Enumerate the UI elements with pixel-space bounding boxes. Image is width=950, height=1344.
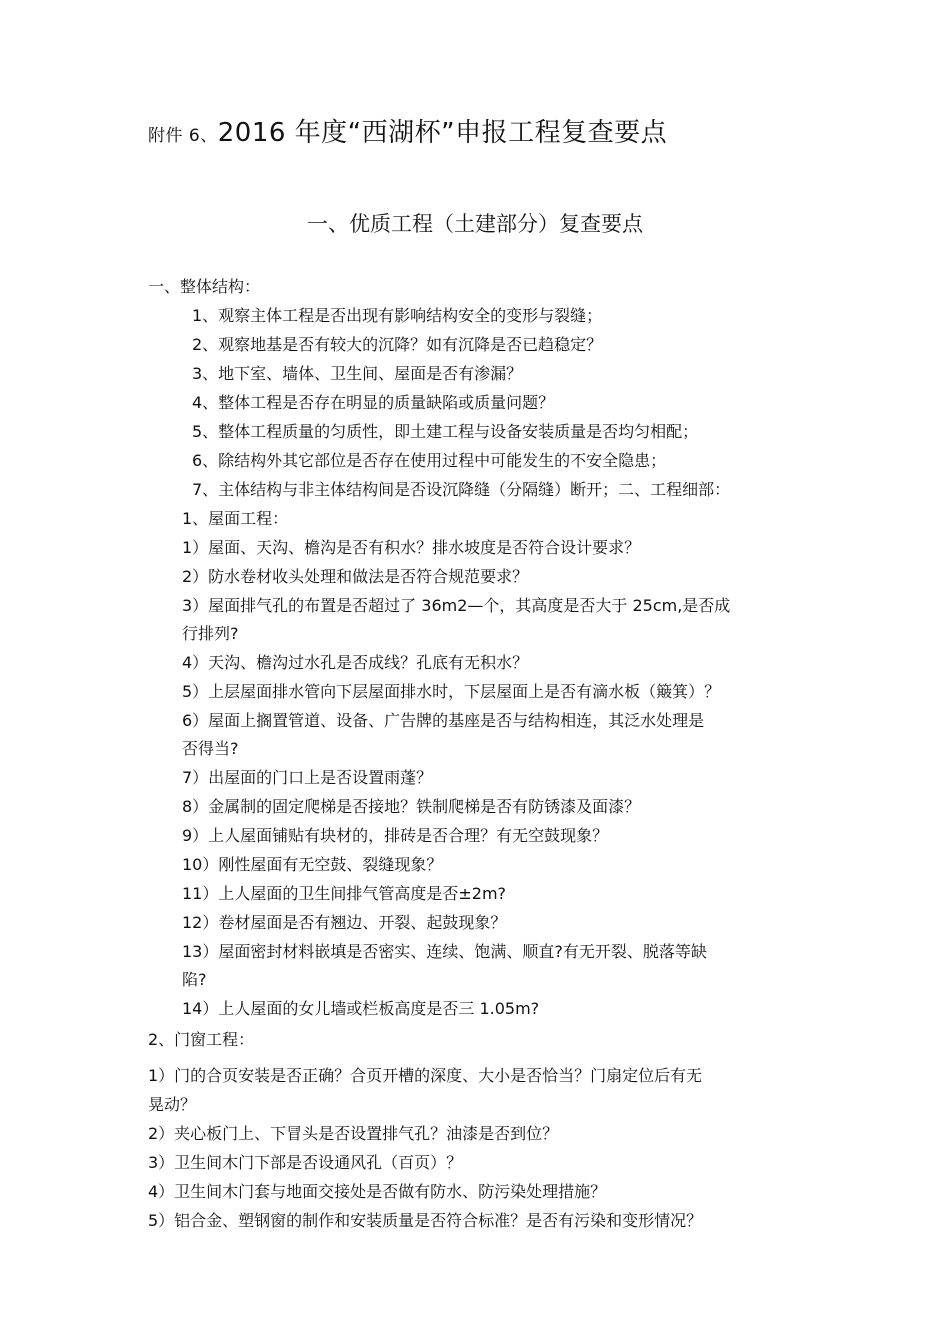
list-item: 2）防水卷材收头处理和做法是否符合规范要求？ xyxy=(182,567,529,586)
subsection-heading-doors-windows: 2、门窗工程： xyxy=(148,1030,255,1049)
title-main: 2016 年度“西湖杯”申报工程复查要点 xyxy=(217,118,668,148)
section-subtitle: 一、优质工程（土建部分）复查要点 xyxy=(307,212,643,236)
list-item: 3）屋面排气孔的布置是否超过了 36m2—个，其高度是否大于 25cm,是否成 xyxy=(182,596,731,615)
list-item: 12）卷材屋面是否有翘边、开裂、起鼓现象？ xyxy=(182,913,507,932)
title-prefix: 附件 6、 xyxy=(148,126,218,146)
list-item: 4）天沟、檐沟过水孔是否成线？孔底有无积水？ xyxy=(182,653,529,672)
list-item: 14）上人屋面的女儿墙或栏板高度是否三 1.05m? xyxy=(182,999,540,1018)
list-item: 7）出屋面的门口上是否设置雨蓬？ xyxy=(182,768,433,787)
list-item: 11）上人屋面的卫生间排气管高度是否±2m? xyxy=(182,884,507,903)
document-title xyxy=(148,112,667,149)
subsection-heading-roof: 1、屋面工程： xyxy=(182,509,289,528)
list-item: 6、除结构外其它部位是否存在使用过程中可能发生的不安全隐患； xyxy=(192,451,667,470)
list-item: 5）铝合金、塑钢窗的制作和安装质量是否符合标准？是否有污染和变形情况？ xyxy=(148,1211,703,1230)
list-item: 7、主体结构与非主体结构间是否设沉降缝（分隔缝）断开；二、工程细部： xyxy=(192,480,731,499)
list-item-continuation: 否得当? xyxy=(182,739,239,758)
list-item: 13）屋面密封材料嵌填是否密实、连续、饱满、顺直?有无开裂、脱落等缺 xyxy=(182,942,707,961)
list-item: 2）夹心板门上、下冒头是否设置排气孔？油漆是否到位？ xyxy=(148,1124,559,1143)
list-item: 8）金属制的固定爬梯是否接地？铁制爬梯是否有防锈漆及面漆？ xyxy=(182,797,641,816)
list-item: 3）卫生间木门下部是否设通风孔（百页）？ xyxy=(148,1153,463,1172)
list-item: 5、整体工程质量的匀质性，即土建工程与设备安装质量是否均匀相配； xyxy=(192,422,699,441)
list-item: 9）上人屋面铺贴有块材的，排砖是否合理？有无空鼓现象？ xyxy=(182,826,609,845)
list-item: 6）屋面上搁置管道、设备、广告牌的基座是否与结构相连，其泛水处理是 xyxy=(182,711,705,730)
list-item: 5）上层屋面排水管向下层屋面排水时，下层屋面上是否有滴水板（簸箕）？ xyxy=(182,682,721,701)
list-item: 10）刚性屋面有无空鼓、裂缝现象？ xyxy=(182,855,443,874)
list-item-continuation: 晃动？ xyxy=(148,1095,197,1114)
list-item: 4、整体工程是否存在明显的质量缺陷或质量问题？ xyxy=(192,393,555,412)
list-item: 4）卫生间木门套与地面交接处是否做有防水、防污染处理措施？ xyxy=(148,1182,607,1201)
list-item-continuation: 行排列? xyxy=(182,624,239,643)
list-item: 1）屋面、天沟、檐沟是否有积水？排水坡度是否符合设计要求？ xyxy=(182,538,641,557)
list-item: 1、观察主体工程是否出现有影响结构安全的变形与裂缝； xyxy=(192,306,603,325)
list-item: 2、观察地基是否有较大的沉降？如有沉降是否已趋稳定？ xyxy=(192,335,603,354)
list-item: 1）门的合页安装是否正确？合页开槽的深度、大小是否恰当？门扇定位后有无 xyxy=(148,1066,703,1085)
section-heading-overall-structure: 一、整体结构： xyxy=(148,277,261,296)
list-item: 3、地下室、墙体、卫生间、屋面是否有渗漏？ xyxy=(192,364,523,383)
list-item-continuation: 陷? xyxy=(182,970,207,989)
